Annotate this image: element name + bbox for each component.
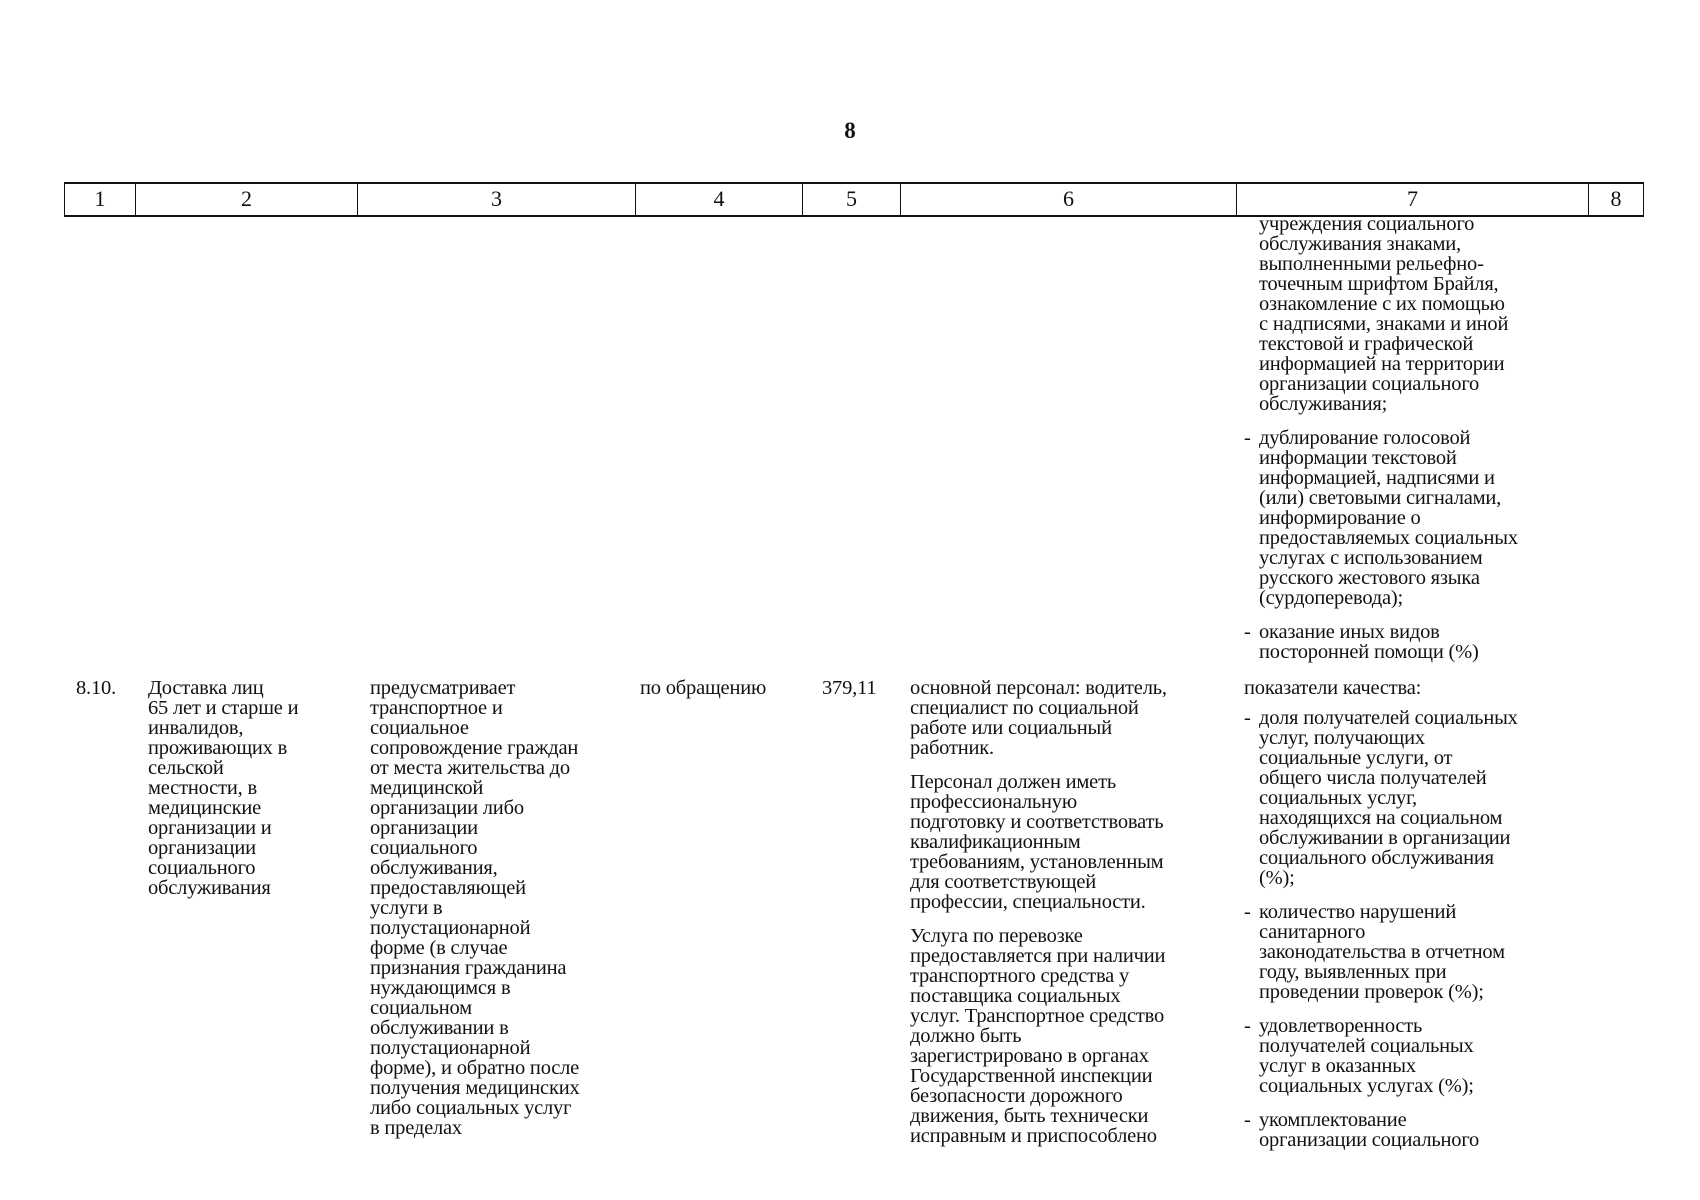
quality-indicators-cell [1244,678,1584,1164]
col7-continuation [1244,214,1584,676]
quality-heading: показатели качества: [1244,677,1422,699]
text-line: (%); [1259,867,1295,889]
text-line: учреждения социального [1259,213,1475,235]
text-line: предоставляется при наличии [910,945,1166,967]
text-line: удовлетворенность [1259,1015,1423,1037]
dash-marker: - [1244,707,1251,729]
price-cell: 379,11 [822,677,877,699]
text-line: медицинской [370,777,484,799]
text-line: должно быть [910,1025,1022,1047]
header-cell-6: 6 [900,184,1236,215]
dash-marker: - [1244,901,1251,923]
text-line: организации либо [370,797,524,819]
text-line: услуг, получающих [1259,727,1425,749]
text-line: безопасности дорожного [910,1085,1123,1107]
conditions-paragraph [910,678,1240,758]
text-line: информирование о [1259,507,1421,529]
text-line: находящихся на социальном [1259,807,1503,829]
conditions-cell [910,678,1240,1160]
text-line: социальных услугах (%); [1259,1075,1474,1097]
text-line: форме), и обратно после [370,1057,580,1079]
text-line: сопровождение граждан [370,737,579,759]
text-line: (или) световыми сигналами, [1259,487,1502,509]
text-line: получения медицинских [370,1077,580,1099]
header-cell-5: 5 [802,184,900,215]
header-cell-3: 3 [357,184,635,215]
text-line: обслуживании в [370,1017,509,1039]
text-line: социальном [370,997,472,1019]
text-line: (сурдоперевода); [1259,587,1404,609]
text-line: проведении проверок (%); [1259,981,1484,1003]
text-line: социального [370,837,478,859]
text-line: социального [148,857,256,879]
text-line: 65 лет и старше и [148,697,299,719]
header-cell-1: 1 [64,184,135,215]
dash-marker: - [1244,1109,1251,1131]
text-line: проживающих в [148,737,288,759]
text-line: обслуживания знаками, [1259,233,1461,255]
text-line: обслуживания [148,877,271,899]
text-line: Государственной инспекции [910,1065,1153,1087]
text-line: поставщика социальных [910,985,1121,1007]
text-line: году, выявленных при [1259,961,1447,983]
text-line: доля получателей социальных [1259,707,1518,729]
text-line: профессиональную [910,791,1077,813]
text-line: подготовку и соответствовать [910,811,1164,833]
text-line: для соответствующей [910,871,1097,893]
frequency-cell: по обращению [640,677,767,699]
text-line: организации [148,837,256,859]
dash-marker: - [1244,427,1251,449]
text-line: исправным и приспособлено [910,1125,1157,1147]
text-line: оказание иных видов [1259,621,1440,643]
text-line: движения, быть технически [910,1105,1149,1127]
service-description-cell [370,678,640,1138]
text-line: обслуживании в организации [1259,827,1511,849]
header-cell-2: 2 [135,184,357,215]
text-line: предусматривает [370,677,516,699]
text-line: форме (в случае [370,937,508,959]
text-line: социальное [370,717,469,739]
text-line: социальные услуги, от [1259,747,1453,769]
text-line: либо социальных услуг [370,1097,572,1119]
text-line: услугах с использованием [1259,547,1483,569]
row-number: 8.10. [76,677,117,699]
page-number: 8 [844,118,856,143]
text-line: русского жестового языка [1259,567,1480,589]
text-line: инвалидов, [148,717,244,739]
text-line: услуги в [370,897,443,919]
text-line: социального обслуживания [1259,847,1494,869]
text-line: квалификационным [910,831,1081,853]
text-line: полустационарной [370,1037,531,1059]
text-line: услуг в оказанных [1259,1055,1416,1077]
text-line: услуг. Транспортное средство [910,1005,1165,1027]
text-line: посторонней помощи (%) [1259,641,1479,663]
text-line: организации [370,817,478,839]
text-line: информацией, надписями и [1259,467,1495,489]
text-line: нуждающимся в [370,977,511,999]
dash-marker: - [1244,1015,1251,1037]
text-line: Доставка лиц [148,677,264,699]
text-line: работе или социальный [910,717,1112,739]
col7-fragment [1244,214,1584,414]
text-line: информации текстовой [1259,447,1457,469]
quality-item [1244,708,1584,888]
text-line: предоставляющей [370,877,526,899]
conditions-paragraph [910,772,1240,912]
text-line: медицинские [148,797,262,819]
text-line: информацией на территории [1259,353,1505,375]
text-line: полустационарной [370,917,531,939]
col7-list-item [1244,428,1584,608]
conditions-paragraph [910,926,1240,1146]
quality-item [1244,1016,1584,1096]
text-line: профессии, специальности. [910,891,1146,913]
text-line: выполненными рельефно- [1259,253,1484,275]
text-line: местности, в [148,777,257,799]
header-cell-7: 7 [1236,184,1588,215]
dash-marker: - [1244,621,1251,643]
text-line: зарегистрировано в органах [910,1045,1149,1067]
text-line: сельской [148,757,224,779]
text-line: в пределах [370,1117,462,1139]
text-line: социальных услуг, [1259,787,1417,809]
text-line: дублирование голосовой [1259,427,1471,449]
text-line: основной персонал: водитель, [910,677,1167,699]
text-line: от места жительства до [370,757,570,779]
text-line: текстовой и графической [1259,333,1474,355]
text-line: с надписями, знаками и иной [1259,313,1509,335]
text-line: санитарного [1259,921,1366,943]
text-line: законодательства в отчетном [1259,941,1505,963]
text-line: транспортное и [370,697,503,719]
text-line: укомплектование [1259,1109,1407,1131]
text-line: организации и [148,817,272,839]
text-line: признания гражданина [370,957,567,979]
service-name-cell [148,678,368,898]
text-line: специалист по социальной [910,697,1139,719]
text-line: точечным шрифтом Брайля, [1259,273,1499,295]
table-header-row [64,182,1644,217]
text-line: организации социального [1259,1129,1480,1151]
text-line: получателей социальных [1259,1035,1474,1057]
text-line: обслуживания, [370,857,498,879]
text-line: транспортного средства у [910,965,1130,987]
text-line: предоставляемых социальных [1259,527,1518,549]
text-line: требованиям, установленным [910,851,1164,873]
header-cell-4: 4 [635,184,802,215]
quality-item [1244,902,1584,1002]
text-line: работник. [910,737,994,759]
text-line: организации социального [1259,373,1480,395]
text-line: Услуга по перевозке [910,925,1083,947]
header-cell-8: 8 [1588,184,1644,215]
quality-item [1244,1110,1584,1150]
col7-list-item [1244,622,1584,662]
text-line: количество нарушений [1259,901,1457,923]
text-line: ознакомление с их помощью [1259,293,1505,315]
text-line: Персонал должен иметь [910,771,1116,793]
text-line: обслуживания; [1259,393,1388,415]
text-line: общего числа получателей [1259,767,1487,789]
